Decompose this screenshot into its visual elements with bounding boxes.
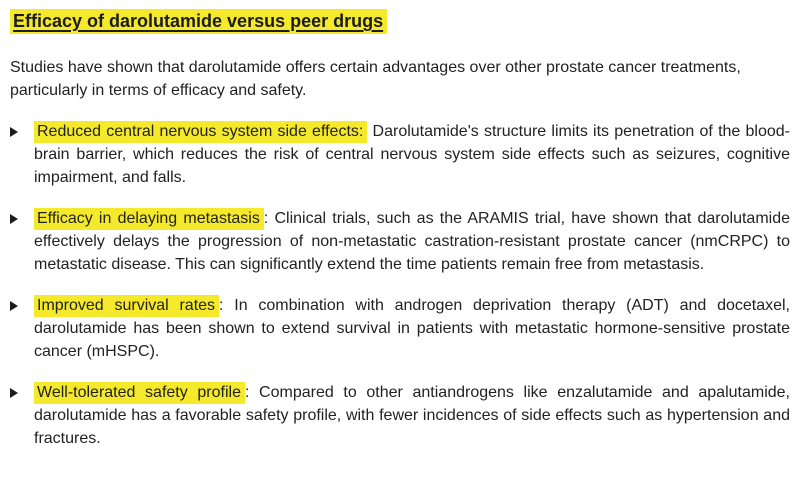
bullet-text [34,294,790,363]
bullet-item-delaying-metastasis [10,207,790,276]
bullet-triangle-icon [10,214,18,224]
highlighted-phrase: Well-tolerated safety profile [34,382,245,404]
bullet-triangle-icon [10,127,18,137]
highlighted-phrase: Reduced central nervous system side effects: [34,121,367,143]
page-title [10,10,790,33]
bullet-text [34,207,790,276]
bullet-item-survival-rates [10,294,790,363]
bullet-body-text: : Compared to other antiandrogens like enzalutamide and apalutamide, darolutamide has a favorable safety profile, with fewer incidences of side effects such as hypertension and fractures. [34,384,790,447]
bullet-triangle-icon [10,388,18,398]
title-highlight: Efficacy of darolutamide versus peer drugs [10,9,387,34]
highlighted-phrase: Efficacy in delaying metastasis [34,208,264,230]
bullet-item-cns-side-effects [10,120,790,189]
highlighted-phrase: Improved survival rates [34,295,219,317]
bullet-text [34,381,790,450]
bullet-text [34,120,790,189]
bullet-item-safety-profile [10,381,790,450]
bullet-body-text: Darolutamide's structure limits its penetration of the blood-brain barrier, which reduces the risk of central nervous system side effects such as seizures, cognitive impairment, and falls. [34,123,791,186]
bullet-triangle-icon [10,301,18,311]
bullet-body-text: : Clinical trials, such as the ARAMIS trial, have shown that darolutamide effectively delays the progression of non-metastatic castration-resistant prostate cancer (nmCRPC) to metastatic disease. This can significantly extend the time patients remain free from metastasis. [34,210,790,273]
intro-paragraph: Studies have shown that darolutamide offers certain advantages over other prostate cancer treatments, particularly in terms of efficacy and safety. [10,59,741,99]
bullet-body-text: : In combination with androgen deprivation therapy (ADT) and docetaxel, darolutamide has been shown to extend survival in patients with metastatic hormone-sensitive prostate cancer (mHSPC). [34,297,791,360]
